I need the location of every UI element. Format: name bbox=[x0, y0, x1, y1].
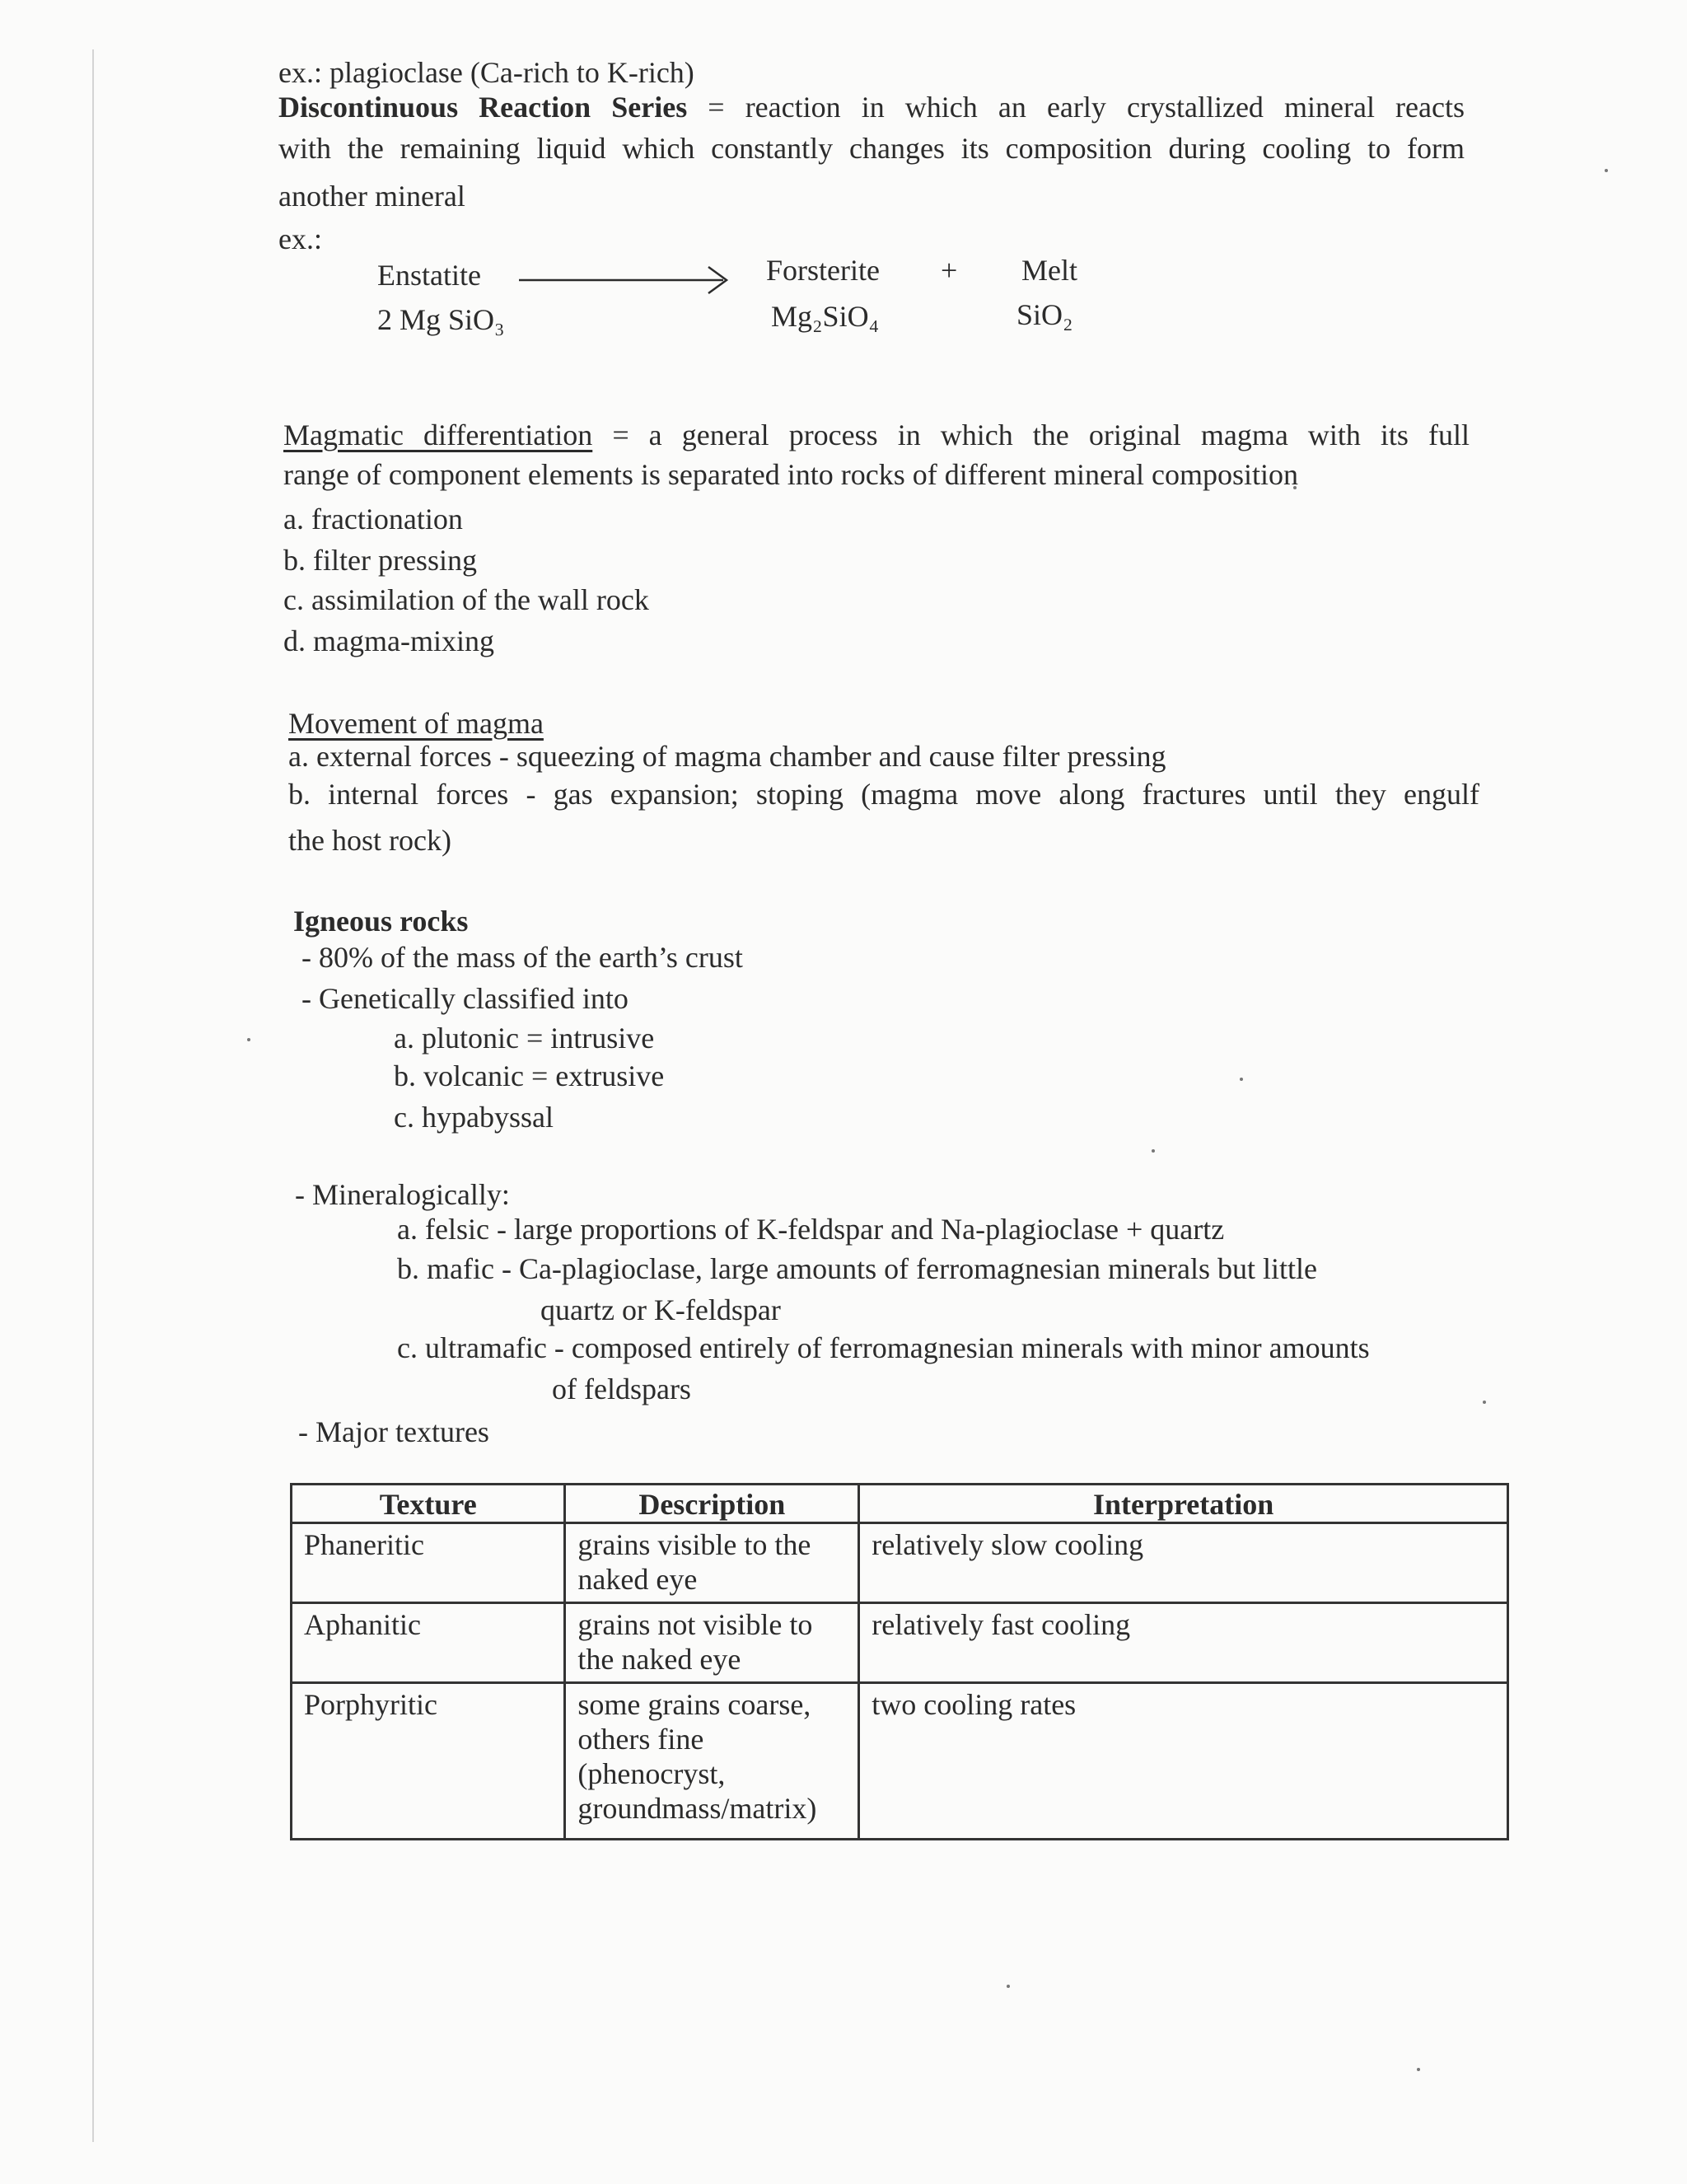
differentiation-definition-line-1 bbox=[283, 417, 1470, 453]
differentiation-definition-line-2: range of component elements is separated into rocks of different mineral composition bbox=[283, 458, 1298, 491]
reactant-formula: 2 Mg SiO₃ bbox=[377, 303, 505, 336]
column-header-description: Description bbox=[565, 1485, 859, 1523]
product1-name: Forsterite bbox=[766, 254, 880, 287]
igneous-bullet: - 80% of the mass of the earth’s crust bbox=[301, 941, 743, 974]
interpretation-cell: two cooling rates bbox=[859, 1683, 1508, 1840]
column-header-texture: Texture bbox=[292, 1485, 565, 1523]
discontinuous-definition-line-2: with the remaining liquid which constantly changes its composition during cooling to form bbox=[278, 132, 1465, 165]
table-row bbox=[292, 1683, 1508, 1840]
example-plagioclase: ex.: plagioclase (Ca-rich to K-rich) bbox=[278, 56, 694, 89]
scan-speck bbox=[1152, 1149, 1155, 1153]
felsic-item: a. felsic - large proportions of K-feldspar and Na-plagioclase + quartz bbox=[397, 1213, 1225, 1246]
movement-heading: Movement of magma bbox=[288, 707, 544, 740]
mafic-item-line-1: b. mafic - Ca-plagioclase, large amounts of ferromagnesian minerals but little bbox=[397, 1252, 1317, 1285]
table-row bbox=[292, 1603, 1508, 1683]
differentiation-term: Magmatic differentiation bbox=[283, 419, 593, 451]
ultramafic-item-line-2: of feldspars bbox=[552, 1373, 691, 1405]
discontinuous-term: Discontinuous Reaction Series bbox=[278, 91, 688, 124]
product1-formula: Mg₂SiO₄ bbox=[771, 300, 880, 333]
ultramafic-item-line-1: c. ultramafic - composed entirely of ferromagnesian minerals with minor amounts bbox=[397, 1331, 1370, 1364]
texture-cell: Aphanitic bbox=[292, 1603, 565, 1683]
scan-speck bbox=[247, 1038, 250, 1041]
mineralogical-heading: - Mineralogically: bbox=[295, 1178, 510, 1211]
plus-sign: + bbox=[941, 254, 958, 287]
reactant-name: Enstatite bbox=[377, 259, 481, 292]
binding-edge-line bbox=[92, 49, 94, 2142]
discontinuous-definition-line-3: another mineral bbox=[278, 180, 465, 213]
textures-heading: - Major textures bbox=[298, 1415, 489, 1448]
genetic-class-item: c. hypabyssal bbox=[394, 1101, 554, 1134]
differentiation-item: c. assimilation of the wall rock bbox=[283, 583, 649, 616]
differentiation-definition-text: = a general process in which the original magma with its full bbox=[592, 419, 1470, 451]
differentiation-item: d. magma-mixing bbox=[283, 624, 494, 657]
texture-cell: Phaneritic bbox=[292, 1523, 565, 1603]
description-cell: grains visible to the naked eye bbox=[565, 1523, 859, 1603]
texture-table bbox=[290, 1483, 1509, 1840]
discontinuous-definition-text: = reaction in which an early crystallized mineral reacts bbox=[687, 91, 1465, 124]
genetic-class-item: b. volcanic = extrusive bbox=[394, 1059, 665, 1092]
interpretation-cell: relatively fast cooling bbox=[859, 1603, 1508, 1683]
table-header-row bbox=[292, 1485, 1508, 1523]
interpretation-cell: relatively slow cooling bbox=[859, 1523, 1508, 1603]
scan-speck bbox=[1483, 1401, 1486, 1404]
genetic-class-item: a. plutonic = intrusive bbox=[394, 1022, 655, 1055]
mafic-item-line-2: quartz or K-feldspar bbox=[540, 1293, 781, 1326]
texture-cell: Porphyritic bbox=[292, 1683, 565, 1840]
table-row bbox=[292, 1523, 1508, 1603]
product2-formula: SiO₂ bbox=[1016, 298, 1073, 331]
igneous-heading: Igneous rocks bbox=[293, 905, 469, 938]
discontinuous-definition-line-1 bbox=[278, 89, 1465, 125]
example-label: ex.: bbox=[278, 222, 322, 255]
product2-name: Melt bbox=[1021, 254, 1077, 287]
description-cell: grains not visible to the naked eye bbox=[565, 1603, 859, 1683]
differentiation-item: a. fractionation bbox=[283, 503, 463, 535]
scan-speck bbox=[1605, 169, 1608, 172]
reaction-arrow-icon bbox=[517, 262, 731, 298]
scan-speck bbox=[1417, 2068, 1420, 2071]
igneous-bullet: - Genetically classified into bbox=[301, 982, 629, 1015]
movement-item-a: a. external forces - squeezing of magma chamber and cause filter pressing bbox=[288, 740, 1166, 773]
column-header-interpretation: Interpretation bbox=[859, 1485, 1508, 1523]
scan-speck bbox=[1007, 1985, 1010, 1988]
movement-item-b-line-1: b. internal forces - gas expansion; stoping (magma move along fractures until they engulf bbox=[288, 778, 1479, 811]
description-cell: some grains coarse, others fine (phenocryst, groundmass/matrix) bbox=[565, 1683, 859, 1840]
movement-item-b-line-2: the host rock) bbox=[288, 824, 451, 857]
differentiation-item: b. filter pressing bbox=[283, 544, 477, 577]
scan-speck bbox=[1240, 1078, 1243, 1081]
